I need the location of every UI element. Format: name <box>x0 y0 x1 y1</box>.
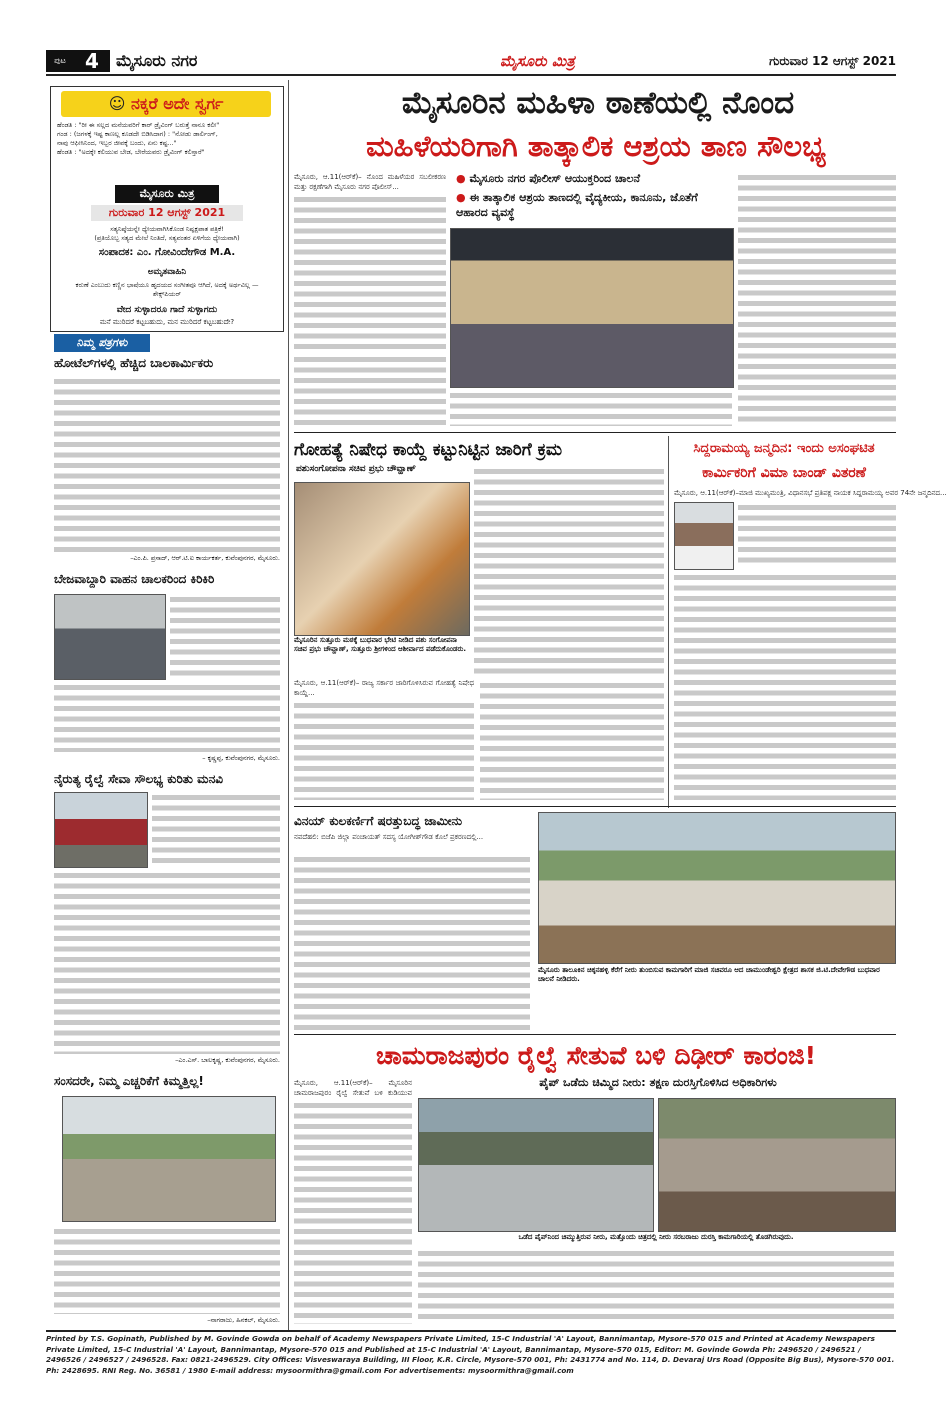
story5-caption: ಒಡೆದ ಪೈಪ್‌ನಿಂದ ಚಿಮ್ಮುತ್ತಿರುವ ನೀರು, ಮತ್ತೊಂದು ಚಿತ್ರದಲ್ಲಿ ನೀರು ಸರಬರಾಜು ದುರಸ್ತಿ ಕಾಮಗಾರಿಯಲ್ಲಿ ತೊಡಗಿರುವುದು. <box>518 1233 794 1241</box>
lead-bullet-2: ● ಈ ತಾತ್ಕಾಲಿಕ ಆಶ್ರಯ ತಾಣದಲ್ಲಿ ವೈದ್ಯಕೀಯ, ಕಾನೂನು, ಜೊತೆಗೆ ಆಹಾರದ ವ್ಯವಸ್ಥೆ <box>456 191 698 219</box>
joke-line: ನಾವು ಆಫೀಸಿನಿಂದ, ಇಬ್ಬರ ಜೀವಕ್ಕೆ ಬಂದು, ಏನು ಕಷ್ಟ..." <box>57 139 177 147</box>
story2-caption: ಮೈಸೂರಿನ ಸುತ್ತೂರು ಮಠಕ್ಕೆ ಬುಧವಾರ ಭೇಟಿ ನೀಡಿದ ಪಶು ಸಂಗೋಪನಾ ಸಚಿವ ಪ್ರಭು ಚೌವ್ಹಾಣ್, ಸುತ್ತೂರು ಶ್ರೀಗಳಿಂದ ಆಶೀರ್ವಾದ ಪಡೆದುಕೊಂಡರು. <box>294 636 467 653</box>
story5-body-right <box>418 1248 894 1324</box>
letter3-body-side <box>152 792 280 866</box>
story3-headline-2: ಕಾರ್ಮಿಕರಿಗೆ ವಿಮಾ ಬಾಂಡ್ ವಿತರಣೆ <box>702 465 866 481</box>
joke-line: ಹೆಂಡತಿ : "ರೀ ಈ ಸಲ್ಲದ ಮನೆಯವರಿಗೆ ಕಾರ್ ಡ್ರೈವಿಂಗ್ ಬರುತ್ತೆ ನಾನೂ ಕಲೀ" <box>57 121 220 129</box>
mid-rule <box>294 806 896 807</box>
story2-body-left <box>294 700 474 800</box>
joke-line: ಗಂಡ : (ಜಗಳಕ್ಕೆ ಇಷ್ಟ ಕಾಣಲ್ಲ ಕೂಡದೇ ಬಿಡಿಸಿದಾಗ) : "ನೋಡು ಡಾರ್ಲಿಂಗ್, <box>57 130 218 138</box>
footer-rule <box>46 1330 896 1332</box>
amrutavahini-title: ಅಮೃತವಾಹಿನಿ <box>147 267 187 277</box>
lead-body-under-photo <box>450 390 732 426</box>
lead-bullet-1: ● ಮೈಸೂರು ನಗರ ಪೊಲೀಸ್ ಆಯುಕ್ತರಿಂದ ಚಾಲನೆ <box>456 172 641 185</box>
story5-headline: ಚಾಮರಾಜಪುರಂ ರೈಲ್ವೆ ಸೇತುವೆ ಬಳಿ ದಿಢೀರ್ ಕಾರಂಜಿ! <box>375 1041 817 1070</box>
story5-dateline: ಮೈಸೂರು, ಆ.11(ಆರ್‌ಕೆ)– ಮೈಸೂರಿನ ಚಾಮರಾಜಪುರಂ ರೈಲ್ವೆ ಸೇತುವೆ ಬಳಿ ಕುಡಿಯುವ <box>294 1079 412 1097</box>
sidebar-divider <box>288 80 289 1330</box>
story5-body-left <box>294 1100 412 1324</box>
story3-body <box>674 572 896 800</box>
story2-headline: ಗೋಹತ್ಯೆ ನಿಷೇಧ ಕಾಯ್ದೆ ಕಟ್ಟುನಿಟ್ಟಿನ ಜಾರಿಗೆ ಕ್ರಮ <box>294 440 563 460</box>
minister-photo <box>294 482 470 636</box>
letter3-title: ನೈರುತ್ಯ ರೈಲ್ವೆ ಸೇವಾ ಸೌಲಭ್ಯ ಕುರಿತು ಮನವಿ <box>54 772 223 786</box>
story5-subhead: ಪೈಪ್ ಒಡೆದು ಚಿಮ್ಮಿದ ನೀರು: ತಕ್ಷಣ ದುರಸ್ತಿಗೊಳಿಸಿದ ಅಧಿಕಾರಿಗಳು <box>539 1076 777 1089</box>
imprint-line: Printed by T.S. Gopinath, Published by M. Govinde Gowda on behalf of Academy Newspapers Private Limited, 15-C Industrial 'A' Layout, Bannimantap, Mysore-570 015 and Printed at Academy Newspapers Private Limited, 15-C Industrial 'A' Layout, Bannimantap, Mysore-570 015 and Published at 15-C Industrial 'A' Layout, Bannimantap, Mysore-570 015, Editor: M. Govinde Gowda Ph: 2496520 / 2496521 / 2496526 / 2496527 / 2496528. Fax: 0821-2496529. City Offices: Visveswaraya Building, III Floor, K.R. Circle, Mysore-570 001, Ph: 2431774 and No. 114, D. Devaraj Urs Road (Opposite Big Bus), Mysore-570 001. Ph: 2428695. RNI Reg. No. 36581 / 1980 E-mail address: mysoormithra@gmail.com For advertisements: mysoormithra@gmail.com <box>46 1334 895 1375</box>
joke-lines <box>57 121 277 183</box>
story3-body-side <box>738 502 896 568</box>
letter1-title: ಹೋಟೆಲ್‌ಗಳಲ್ಲಿ ಹೆಚ್ಚಿದ ಬಾಲಕಾರ್ಮಿಕರು <box>54 356 214 370</box>
train-photo <box>54 792 148 868</box>
story2-byline: ಪಶುಸಂಗೋಪನಾ ಸಚಿವ ಪ್ರಭು ಚೌವ್ಹಾಣ್ <box>296 464 416 474</box>
editor-line: ಸಂಪಾದಕ: ಎಂ. ಗೋವಿಂದೇಗೌಡ M.A. <box>98 247 236 258</box>
header-rule <box>46 74 896 76</box>
letter2-body <box>54 682 280 752</box>
lake-photo-caption: ಮೈಸೂರು ತಾಲೂಕಿನ ಚಿಕ್ಕನಹಳ್ಳಿ ಕೆರೆಗೆ ನೀರು ತುಂಬಿಸುವ ಕಾಮಗಾರಿಗೆ ಮಾಜಿ ಸಚಿವರೂ ಆದ ಚಾಮುಂಡೇಶ್ವರಿ ಕ್ಷೇತ್ರದ ಶಾಸಕ ಜಿ.ಟಿ.ದೇವೇಗೌಡ ಬುಧವಾರ ಚಾಲನೆ ನೀಡಿದರು. <box>538 966 880 983</box>
smile-icon: ☺ <box>108 94 131 113</box>
lead-headline-1: ಮೈಸೂರಿನ ಮಹಿಳಾ ಠಾಣೆಯಲ್ಲಿ ನೊಂದ <box>401 85 795 121</box>
proverb-text: ಮನೆ ಮುರಿದರೆ ಕಟ್ಟಬಹುದು, ಮನ ಮುರಿದರೆ ಕಟ್ಟಬಹುದೇ? <box>99 318 235 326</box>
bullet-icon: ● <box>456 191 470 204</box>
tagline-1: ಸತ್ಯನಿಷ್ಠೆಯನ್ನೇ ಧ್ಯೇಯವಾಗಿಸಿಕೊಂಡ ನಿಷ್ಪಕ್ಷಪಾತ ಪತ್ರಿಕೆ! <box>110 225 224 233</box>
joke-line: ಹೆಂಡತಿ : "ಅದಕ್ಕೇ ಕಲಿಯುವ ಬೇಡ, ಬೇರೆಯವರು ಡ್ರೈವಿಂಗ್ ಕಲಿಸ್ತಾರೆ" <box>57 148 205 156</box>
lead-body-col3 <box>738 172 896 426</box>
story4-dateline: ನವದೆಹಲಿ: ಬಿಜೆಪಿ ಜಿಲ್ಲಾ ಪಂಚಾಯತ್ ಸದಸ್ಯ ಯೋಗೀಶ್‌ಗೌಡ ಕೊಲೆ ಪ್ರಕರಣದಲ್ಲಿ... <box>294 833 484 841</box>
story2-dateline: ಮೈಸೂರು, ಆ.11(ಆರ್‌ಕೆ)– ರಾಜ್ಯ ಸರ್ಕಾರ ಜಾರಿಗೊಳಿಸಿರುವ ಗೋಹತ್ಯೆ ನಿಷೇಧ ಕಾಯ್ದೆ... <box>294 679 474 697</box>
letter4-body <box>54 1226 280 1314</box>
lead-body-col1 <box>294 194 446 350</box>
siddaramaiah-photo <box>674 502 734 570</box>
letter4-title: ಸಂಸದರೇ, ನಿಮ್ಮ ಎಚ್ಚರಿಕೆಗೆ ಕಿಮ್ಮತ್ತಿಲ್ಲ! <box>54 1074 204 1088</box>
humor-title: ☺ ನಕ್ಕರೆ ಅದೇ ಸ್ವರ್ಗ <box>61 91 271 117</box>
bullet-icon: ● <box>456 172 470 185</box>
parked-bikes-photo <box>54 594 166 680</box>
lead-rule <box>294 432 896 433</box>
letters-banner: ನಿಮ್ಮ ಪತ್ರಗಳು <box>54 334 150 352</box>
story4-body <box>294 854 530 1032</box>
story3-dateline: ಮೈಸೂರು, ಆ.11(ಆರ್‌ಕೆ)–ಮಾಜಿ ಮುಖ್ಯಮಂತ್ರಿ, ವಿಧಾನಸಭೆ ಪ್ರತಿಪಕ್ಷ ನಾಯಕ ಸಿದ್ದರಾಮಯ್ಯ ಅವರ 74ನೇ ಜನ್ಮದಿನದ... <box>674 489 947 497</box>
page-tag: ಪುಟ <box>46 50 74 72</box>
letter2-sign: – ಕೃಷ್ಣಪ್ಪ, ಕುವೆಂಪುನಗರ, ಮೈಸೂರು. <box>202 754 280 762</box>
header-date: ಗುರುವಾರ 12 ಆಗಸ್ಟ್ 2021 <box>769 54 896 68</box>
lead-headline-2: ಮಹಿಳೆಯರಿಗಾಗಿ ತಾತ್ಕಾಲಿಕ ಆಶ್ರಯ ತಾಣ ಸೌಲಭ್ಯ <box>366 129 826 163</box>
lead-body-bottom <box>294 354 446 426</box>
amrutavahini-text: ಕರುಣೆ ಎಂಬುದು ಕಣ್ಣಿನ ಭಾಷೆಯೂ ಹೃದಯದ ಸಂಗೀತವೂ ಆಗಿದೆ, ಅದಕ್ಕೆ ಅರ್ಥವಿಲ್ಲ — ಶೇಕ್ಸ್‌ಪಿಯರ್ <box>75 281 259 298</box>
letter2-body-side <box>170 594 280 678</box>
inauguration-photo <box>450 228 734 388</box>
lead-dateline: ಮೈಸೂರು, ಆ.11(ಆರ್‌ಕೆ)– ನೊಂದ ಮಹಿಳೆಯರ ಸಬಲೀಕರಣ ಮತ್ತು ರಕ್ಷಣೆಗಾಗಿ ಮೈಸೂರು ನಗರ ಪೊಲೀಸ್... <box>294 173 446 191</box>
letter3-sign: –ಎಂ.ಎಸ್. ಬಾಲಕೃಷ್ಣ, ಕುವೆಂಪುನಗರ, ಮೈಸೂರು. <box>175 1056 280 1064</box>
letter2-title: ಬೇಜವಾಬ್ದಾರಿ ವಾಹನ ಚಾಲಕರಿಂದ ಕಿರಿಕಿರಿ <box>54 572 215 586</box>
humor-box <box>50 86 284 332</box>
masthead-small: ಮೈಸೂರು ಮಿತ್ರ <box>115 185 219 203</box>
letter4-sign: –ನಾಗರಾಜು, ಹಿನಕಲ್, ಮೈಸೂರು. <box>207 1316 280 1324</box>
repair-work-photo <box>658 1098 896 1232</box>
section-name: ಮೈಸೂರು ನಗರ <box>116 51 198 70</box>
letter1-sign: –ಎಂ.ಪಿ. ಪ್ರಸಾದ್, ಆರ್.ಟಿ.ಐ ಕಾರ್ಯಕರ್ತ, ಕುವೆಂಪುನಗರ, ಮೈಸೂರು. <box>130 554 280 562</box>
burst-pipe-photo <box>418 1098 654 1232</box>
story4-headline: ವಿನಯ್ ಕುಲಕರ್ಣಿಗೆ ಷರತ್ತುಬದ್ಧ ಜಾಮೀನು <box>294 814 463 828</box>
story-divider <box>668 436 669 808</box>
masthead-logo: ಮೈಸೂರು ಮಿತ್ರ <box>500 52 575 70</box>
letter1-body <box>54 376 280 552</box>
story3-headline-1: ಸಿದ್ದರಾಮಯ್ಯ ಜನ್ಮದಿನ: ಇಂದು ಅಸಂಘಟಿತ <box>693 441 875 456</box>
page-header <box>46 50 896 72</box>
story2-body-right <box>474 466 664 678</box>
garbage-site-photo <box>62 1096 276 1222</box>
story2-body-right2 <box>480 680 664 800</box>
lake-project-photo <box>538 812 896 964</box>
tagline-2: (ಪ್ರತಿಯೊಬ್ಬ ಸತ್ಯದ ಮೇಲೆ ನಿಂತಿದೆ, ಸತ್ಯವಂತರ ಏಳಿಗೆಯ ಧ್ಯೇಯವಾಗಿ) <box>94 234 240 242</box>
letter3-body <box>54 870 280 1054</box>
page-number: 4 <box>74 50 110 72</box>
proverb-title: ವೇದ ಸುಳ್ಳಾದರೂ ಗಾದೆ ಸುಳ್ಳಾಗದು <box>116 305 218 315</box>
tagline <box>57 225 277 245</box>
bottom-rule <box>294 1034 896 1035</box>
date-small: ಗುರುವಾರ 12 ಆಗಸ್ಟ್ 2021 <box>91 205 243 221</box>
